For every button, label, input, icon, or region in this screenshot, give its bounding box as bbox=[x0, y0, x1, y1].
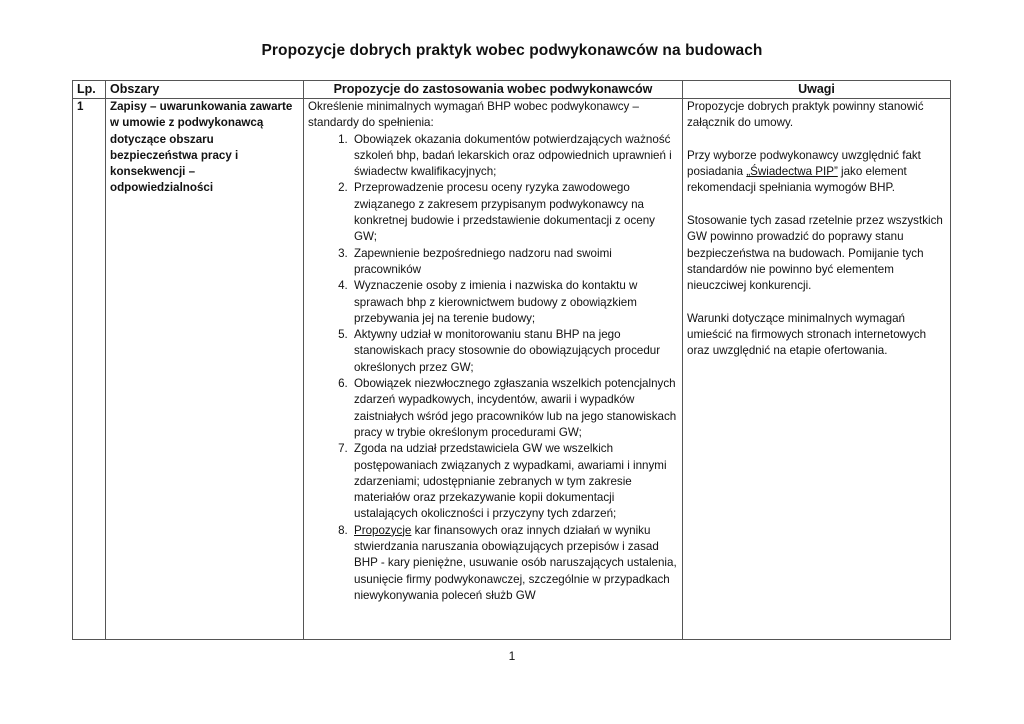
note-paragraph: Stosowanie tych zasad rzetelnie przez wszystkich GW powinno prowadzić do poprawy stanu bezpieczeństwa na budowach. Pomijanie tych standardów nie powinno być elementem nieuczciwej konkurencji. bbox=[687, 214, 943, 293]
row-number: 1 bbox=[73, 99, 106, 640]
note-text: jako element rekomendacji spełniania wymogów BHP. bbox=[687, 165, 907, 195]
list-item: 3. Zapewnienie bezpośredniego nadzoru nad swoimi pracowników bbox=[351, 246, 678, 279]
list-item: 2. Przeprowadzenie procesu oceny ryzyka zawodowego związanego z zakresem przypisanym podwykonawcy na konkretnej budowie i przedstawienie dokumentacji z oceny GW; bbox=[351, 180, 678, 245]
note-text: Przy wyborze podwykonawcy uwzględnić fakt posiadania bbox=[687, 148, 921, 179]
list-item bbox=[351, 523, 678, 604]
header-proposals: Propozycje do zastosowania wobec podwykonawców bbox=[304, 81, 683, 99]
table-header-row bbox=[73, 81, 951, 99]
list-item: 1. Obowiązek okazania dokumentów potwierdzających ważność szkoleń bhp, badań lekarskich oraz odpowiednich uprawnień i świadectw kwalifikacyjnych; bbox=[351, 132, 678, 181]
list-item: 7. Zgoda na udział przedstawiciela GW we wszelkich postępowaniach związanych z wypadkami, awariami i innymi zdarzeniami; udostępnianie zebranych w tym zakresie materiałów oraz przekazywanie kopii dokumentacji ustalających okoliczności i przyczyny tych zdarzeń; bbox=[351, 441, 678, 522]
header-lp: Lp. bbox=[73, 81, 106, 99]
note-paragraph: Warunki dotyczące minimalnych wymagań umieścić na firmowych stronach internetowych oraz uwzględnić na etapie ofertowania. bbox=[687, 311, 927, 358]
row-notes bbox=[683, 99, 951, 640]
header-areas: Obszary bbox=[106, 81, 304, 99]
practices-table bbox=[72, 80, 951, 640]
note-paragraph: Propozycje dobrych praktyk powinny stanowić załącznik do umowy. bbox=[687, 100, 924, 130]
page-title: Propozycje dobrych praktyk wobec podwykonawców na budowach bbox=[261, 42, 763, 59]
list-item: 5. Aktywny udział w monitorowaniu stanu BHP na jego stanowiskach pracy stosownie do obowiązujących procedur określonych przez GW; bbox=[351, 327, 678, 376]
proposals-list bbox=[308, 132, 678, 605]
proposals-intro: Określenie minimalnych wymagań BHP wobec podwykonawcy – standardy do spełnienia: bbox=[308, 100, 639, 130]
page-number: 1 bbox=[508, 649, 516, 663]
note-underlined-text: „Świadectwa PIP” bbox=[746, 165, 838, 179]
proposal-underlined-word: Propozycje bbox=[354, 523, 412, 537]
proposal-item-8-text: kar finansowych oraz innych działań w wyniku stwierdzania naruszania obowiązujących przepisów i zasad BHP - kary pieniężne, usuwanie osób naruszających ustalenia, usunięcie firmy podwykonawczej, szczególnie w przypadkach niewykonywania poleceń służb GW bbox=[354, 523, 677, 602]
header-notes: Uwagi bbox=[683, 81, 951, 99]
table-row bbox=[73, 99, 951, 640]
list-item: 4. Wyznaczenie osoby z imienia i nazwiska do kontaktu w sprawach bhp z kierownictwem budowy z obowiązkiem przebywania jej na terenie budowy; bbox=[351, 278, 678, 327]
list-item: 6. Obowiązek niezwłocznego zgłaszania wszelkich potencjalnych zdarzeń wypadkowych, incydentów, awarii i wypadków zaistniałych wśród jego pracowników lub na jego stanowiskach pracy w trybie określonym procedurami GW; bbox=[351, 376, 678, 441]
row-proposals bbox=[304, 99, 683, 640]
note-paragraph bbox=[687, 148, 946, 197]
row-area: Zapisy – uwarunkowania zawarte w umowie z podwykonawcą dotyczące obszaru bezpieczeństwa pracy i konsekwencji – odpowiedzialności bbox=[106, 99, 304, 640]
